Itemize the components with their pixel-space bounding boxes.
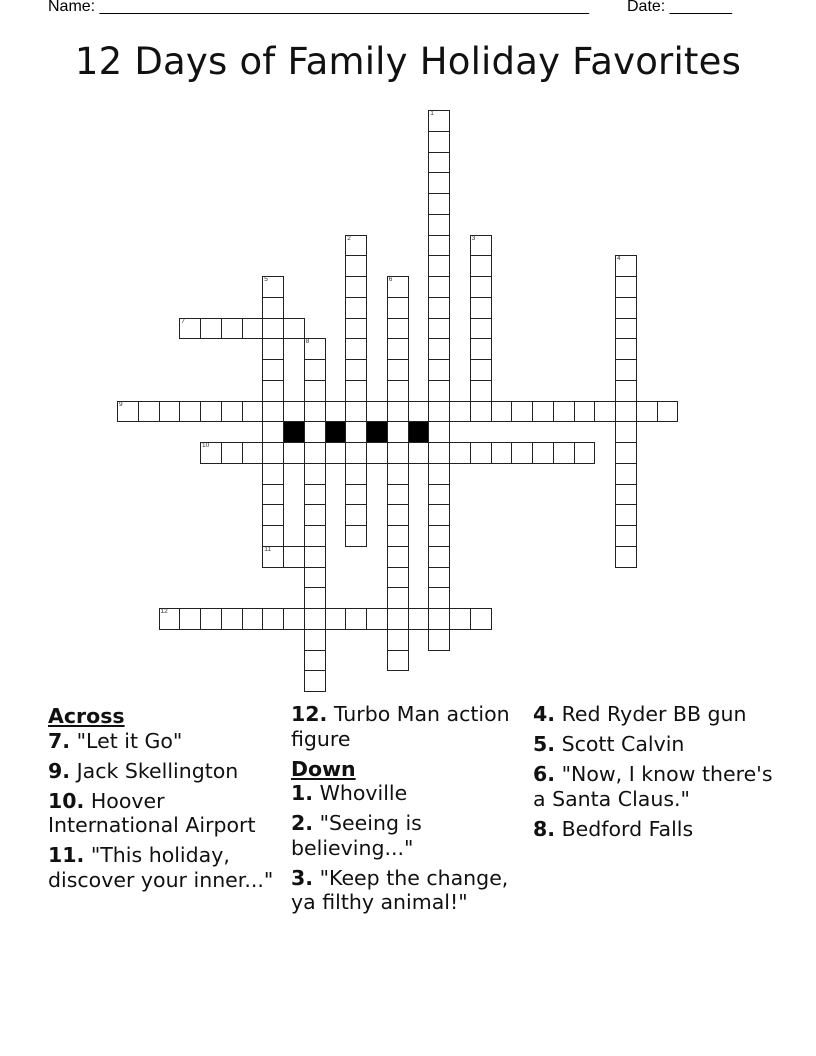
- grid-cell[interactable]: [345, 297, 367, 319]
- grid-cell[interactable]: [428, 587, 450, 609]
- grid-cell[interactable]: [387, 587, 409, 609]
- grid-cell[interactable]: [387, 484, 409, 506]
- clue-number: 5.: [533, 732, 556, 756]
- grid-cell[interactable]: [304, 670, 326, 692]
- grid-cell[interactable]: [615, 546, 637, 568]
- clue-down-3: [291, 866, 531, 915]
- grid-cell[interactable]: [345, 525, 367, 547]
- clue-across-10: [48, 789, 288, 838]
- grid-cell[interactable]: [387, 338, 409, 360]
- grid-cell[interactable]: [304, 546, 326, 568]
- grid-cell[interactable]: [470, 338, 492, 360]
- grid-cell[interactable]: [345, 380, 367, 402]
- grid-cell[interactable]: [428, 504, 450, 526]
- grid-cell[interactable]: [387, 297, 409, 319]
- grid-cell[interactable]: [242, 608, 264, 630]
- grid-cell[interactable]: [345, 359, 367, 381]
- grid-cell[interactable]: [345, 235, 367, 257]
- grid-cell[interactable]: [615, 421, 637, 443]
- grid-cell[interactable]: [449, 401, 471, 423]
- grid-cell[interactable]: [615, 525, 637, 547]
- grid-cell[interactable]: [615, 297, 637, 319]
- grid-cell[interactable]: [428, 214, 450, 236]
- clue-number: 8.: [533, 816, 556, 841]
- grid-cell[interactable]: [387, 318, 409, 340]
- grid-cell[interactable]: [262, 525, 284, 547]
- grid-cell[interactable]: [262, 338, 284, 360]
- grid-cell[interactable]: [304, 442, 326, 464]
- grid-cell[interactable]: [615, 338, 637, 360]
- clue-down-6: [533, 762, 773, 811]
- grid-cell[interactable]: [428, 421, 450, 443]
- grid-cell[interactable]: [387, 629, 409, 651]
- black-cell: [283, 421, 305, 443]
- grid-cell[interactable]: [470, 401, 492, 423]
- clue-down-5: [533, 732, 773, 757]
- grid-cell[interactable]: [304, 567, 326, 589]
- grid-cell[interactable]: [304, 421, 326, 443]
- grid-cell[interactable]: [532, 442, 554, 464]
- grid-cell[interactable]: [345, 608, 367, 630]
- grid-cell[interactable]: [366, 608, 388, 630]
- grid-cell[interactable]: [615, 484, 637, 506]
- grid-cell[interactable]: [304, 380, 326, 402]
- grid-cell[interactable]: [387, 276, 409, 298]
- grid-cell[interactable]: [262, 380, 284, 402]
- grid-cell[interactable]: [428, 152, 450, 174]
- grid-cell[interactable]: [221, 401, 243, 423]
- grid-cell[interactable]: [242, 318, 264, 340]
- grid-cell[interactable]: [428, 131, 450, 153]
- grid-cell[interactable]: [615, 255, 637, 277]
- clue-text: Hoover International Airport: [48, 788, 256, 837]
- grid-cell[interactable]: [345, 504, 367, 526]
- grid-cell[interactable]: [138, 401, 160, 423]
- grid-cell[interactable]: [574, 442, 596, 464]
- grid-cell[interactable]: [470, 235, 492, 257]
- clue-down-8: [533, 817, 773, 842]
- grid-cell[interactable]: [636, 401, 658, 423]
- grid-cell[interactable]: [325, 608, 347, 630]
- grid-cell[interactable]: [428, 235, 450, 257]
- grid-cell[interactable]: [470, 297, 492, 319]
- grid-cell[interactable]: [262, 318, 284, 340]
- grid-cell[interactable]: [428, 276, 450, 298]
- cell-number: 11: [264, 545, 271, 553]
- grid-cell[interactable]: [262, 401, 284, 423]
- grid-cell[interactable]: [283, 546, 305, 568]
- grid-cell[interactable]: [594, 401, 616, 423]
- grid-cell[interactable]: [615, 380, 637, 402]
- grid-cell[interactable]: [304, 650, 326, 672]
- grid-cell[interactable]: [428, 401, 450, 423]
- grid-cell[interactable]: [304, 338, 326, 360]
- grid-cell[interactable]: [428, 567, 450, 589]
- clue-text: "This holiday, discover your inner...": [48, 843, 274, 892]
- grid-cell[interactable]: [470, 276, 492, 298]
- grid-cell[interactable]: [283, 318, 305, 340]
- cell-number: 12: [160, 608, 168, 615]
- grid-cell[interactable]: [615, 318, 637, 340]
- grid-cell[interactable]: [553, 401, 575, 423]
- grid-cell[interactable]: [387, 421, 409, 443]
- grid-cell[interactable]: [470, 608, 492, 630]
- grid-cell[interactable]: [470, 442, 492, 464]
- grid-cell[interactable]: [491, 442, 513, 464]
- grid-cell[interactable]: [387, 442, 409, 464]
- grid-cell[interactable]: [428, 318, 450, 340]
- clues-column-1: [48, 702, 288, 898]
- grid-cell[interactable]: [511, 442, 533, 464]
- grid-cell[interactable]: [470, 359, 492, 381]
- grid-cell[interactable]: [283, 608, 305, 630]
- grid-cell[interactable]: [387, 525, 409, 547]
- grid-cell[interactable]: [615, 359, 637, 381]
- cell-number: 3: [471, 234, 476, 242]
- grid-cell[interactable]: [387, 567, 409, 589]
- grid-cell[interactable]: [262, 442, 284, 464]
- grid-cell[interactable]: [262, 359, 284, 381]
- grid-cell[interactable]: [345, 318, 367, 340]
- clue-across-11: [48, 843, 288, 892]
- grid-cell[interactable]: [553, 442, 575, 464]
- grid-cell[interactable]: [511, 401, 533, 423]
- clue-text: "Now, I know there's a Santa Claus.": [533, 762, 773, 811]
- clue-number: 10.: [48, 788, 85, 813]
- cell-number: 1: [430, 110, 434, 117]
- grid-cell[interactable]: [262, 546, 284, 568]
- grid-cell[interactable]: [387, 359, 409, 381]
- grid-cell[interactable]: [491, 401, 513, 423]
- cell-number: 7: [181, 317, 185, 325]
- clue-text: Scott Calvin: [561, 732, 685, 756]
- clue-text: Bedford Falls: [561, 816, 694, 841]
- grid-cell[interactable]: [428, 525, 450, 547]
- clue-down-4: [533, 702, 773, 727]
- clue-across-12: [291, 702, 531, 751]
- grid-cell[interactable]: [470, 255, 492, 277]
- grid-cell[interactable]: [159, 401, 181, 423]
- grid-cell[interactable]: [159, 608, 181, 630]
- clue-text: Jack Skellington: [76, 758, 239, 783]
- grid-cell[interactable]: [200, 608, 222, 630]
- grid-cell[interactable]: [345, 463, 367, 485]
- clue-text: "Keep the change, ya filthy animal!": [291, 865, 509, 914]
- grid-cell[interactable]: [449, 608, 471, 630]
- grid-cell[interactable]: [345, 255, 367, 277]
- clues-column-3: [533, 702, 773, 847]
- grid-cell[interactable]: [242, 442, 264, 464]
- grid-cell[interactable]: [428, 193, 450, 215]
- grid-cell[interactable]: [179, 608, 201, 630]
- grid-cell[interactable]: [428, 629, 450, 651]
- grid-cell[interactable]: [117, 401, 139, 423]
- clue-across-7: [48, 729, 288, 754]
- grid-cell[interactable]: [304, 359, 326, 381]
- grid-cell[interactable]: [428, 255, 450, 277]
- grid-cell[interactable]: [179, 401, 201, 423]
- grid-cell[interactable]: [345, 442, 367, 464]
- clue-text: Red Ryder BB gun: [561, 702, 747, 726]
- grid-cell[interactable]: [262, 421, 284, 443]
- grid-cell[interactable]: [428, 380, 450, 402]
- grid-cell[interactable]: [325, 442, 347, 464]
- grid-cell[interactable]: [262, 608, 284, 630]
- grid-cell[interactable]: [242, 401, 264, 423]
- grid-cell[interactable]: [428, 442, 450, 464]
- grid-cell[interactable]: [428, 463, 450, 485]
- grid-cell[interactable]: [304, 587, 326, 609]
- grid-cell[interactable]: [428, 172, 450, 194]
- grid-cell[interactable]: [262, 276, 284, 298]
- grid-cell[interactable]: [428, 608, 450, 630]
- clue-number: 3.: [291, 865, 314, 890]
- grid-cell[interactable]: [428, 359, 450, 381]
- cell-number: 4: [617, 255, 621, 263]
- grid-cell[interactable]: [200, 318, 222, 340]
- clue-number: 12.: [291, 702, 328, 726]
- grid-cell[interactable]: [574, 401, 596, 423]
- grid-cell[interactable]: [345, 484, 367, 506]
- grid-cell[interactable]: [408, 608, 430, 630]
- grid-cell[interactable]: [387, 650, 409, 672]
- grid-cell[interactable]: [470, 318, 492, 340]
- clues-column-2: [291, 702, 531, 920]
- grid-cell[interactable]: [200, 401, 222, 423]
- grid-cell[interactable]: [304, 629, 326, 651]
- grid-cell[interactable]: [304, 525, 326, 547]
- clue-number: 7.: [48, 728, 71, 753]
- grid-cell[interactable]: [532, 401, 554, 423]
- grid-cell[interactable]: [615, 463, 637, 485]
- grid-cell[interactable]: [200, 442, 222, 464]
- grid-cell[interactable]: [615, 442, 637, 464]
- grid-cell[interactable]: [387, 546, 409, 568]
- grid-cell[interactable]: [470, 380, 492, 402]
- grid-cell[interactable]: [428, 110, 450, 132]
- clue-text: Whoville: [319, 781, 408, 805]
- grid-cell[interactable]: [304, 608, 326, 630]
- grid-cell[interactable]: [387, 401, 409, 423]
- grid-cell[interactable]: [615, 504, 637, 526]
- cell-number: 2: [347, 234, 351, 242]
- grid-cell[interactable]: [428, 546, 450, 568]
- cell-number: 9: [119, 400, 123, 408]
- grid-cell[interactable]: [408, 442, 430, 464]
- grid-cell[interactable]: [345, 421, 367, 443]
- grid-cell[interactable]: [221, 442, 243, 464]
- grid-cell[interactable]: [428, 484, 450, 506]
- grid-cell[interactable]: [366, 442, 388, 464]
- grid-cell[interactable]: [428, 297, 450, 319]
- cell-number: 6: [388, 276, 393, 283]
- grid-cell[interactable]: [304, 504, 326, 526]
- across-heading: Across: [48, 704, 125, 728]
- grid-cell[interactable]: [325, 401, 347, 423]
- clue-text: Turbo Man action figure: [291, 702, 510, 751]
- clue-down-2: [291, 811, 531, 860]
- grid-cell[interactable]: [428, 338, 450, 360]
- name-field[interactable]: Name: _______________________________________________________: [48, 0, 589, 15]
- grid-cell[interactable]: [449, 442, 471, 464]
- grid-cell[interactable]: [387, 504, 409, 526]
- grid-cell[interactable]: [221, 608, 243, 630]
- grid-cell[interactable]: [366, 401, 388, 423]
- black-cell: [325, 421, 347, 443]
- clue-text: "Seeing is believing...": [291, 811, 422, 860]
- grid-cell[interactable]: [304, 484, 326, 506]
- grid-cell[interactable]: [283, 401, 305, 423]
- grid-cell[interactable]: [387, 380, 409, 402]
- grid-cell[interactable]: [345, 401, 367, 423]
- clue-across-9: [48, 759, 288, 784]
- grid-cell[interactable]: [262, 463, 284, 485]
- cell-number: 10: [202, 442, 210, 449]
- grid-cell[interactable]: [304, 463, 326, 485]
- clue-number: 4.: [533, 702, 556, 726]
- grid-cell[interactable]: [221, 318, 243, 340]
- grid-cell[interactable]: [345, 338, 367, 360]
- cell-number: 5: [264, 276, 268, 283]
- grid-cell[interactable]: [304, 401, 326, 423]
- grid-cell[interactable]: [615, 276, 637, 298]
- grid-cell[interactable]: [345, 276, 367, 298]
- grid-cell[interactable]: [179, 318, 201, 340]
- date-field[interactable]: Date: _______: [627, 0, 732, 15]
- grid-cell[interactable]: [408, 401, 430, 423]
- black-cell: [366, 421, 388, 443]
- grid-cell[interactable]: [657, 401, 679, 423]
- black-cell: [408, 421, 430, 443]
- grid-cell[interactable]: [387, 608, 409, 630]
- clue-down-1: [291, 781, 531, 806]
- page-title: 12 Days of Family Holiday Favorites: [74, 40, 742, 83]
- clue-text: "Let it Go": [76, 728, 183, 753]
- clue-number: 2.: [291, 811, 314, 835]
- grid-cell[interactable]: [262, 297, 284, 319]
- grid-cell[interactable]: [283, 442, 305, 464]
- clue-number: 1.: [291, 781, 314, 805]
- grid-cell[interactable]: [615, 401, 637, 423]
- clue-number: 6.: [533, 762, 556, 786]
- grid-cell[interactable]: [262, 484, 284, 506]
- down-heading: Down: [291, 756, 356, 781]
- grid-cell[interactable]: [262, 504, 284, 526]
- grid-cell[interactable]: [387, 463, 409, 485]
- clue-number: 11.: [48, 843, 85, 867]
- cell-number: 8: [305, 338, 310, 346]
- clue-number: 9.: [48, 758, 71, 783]
